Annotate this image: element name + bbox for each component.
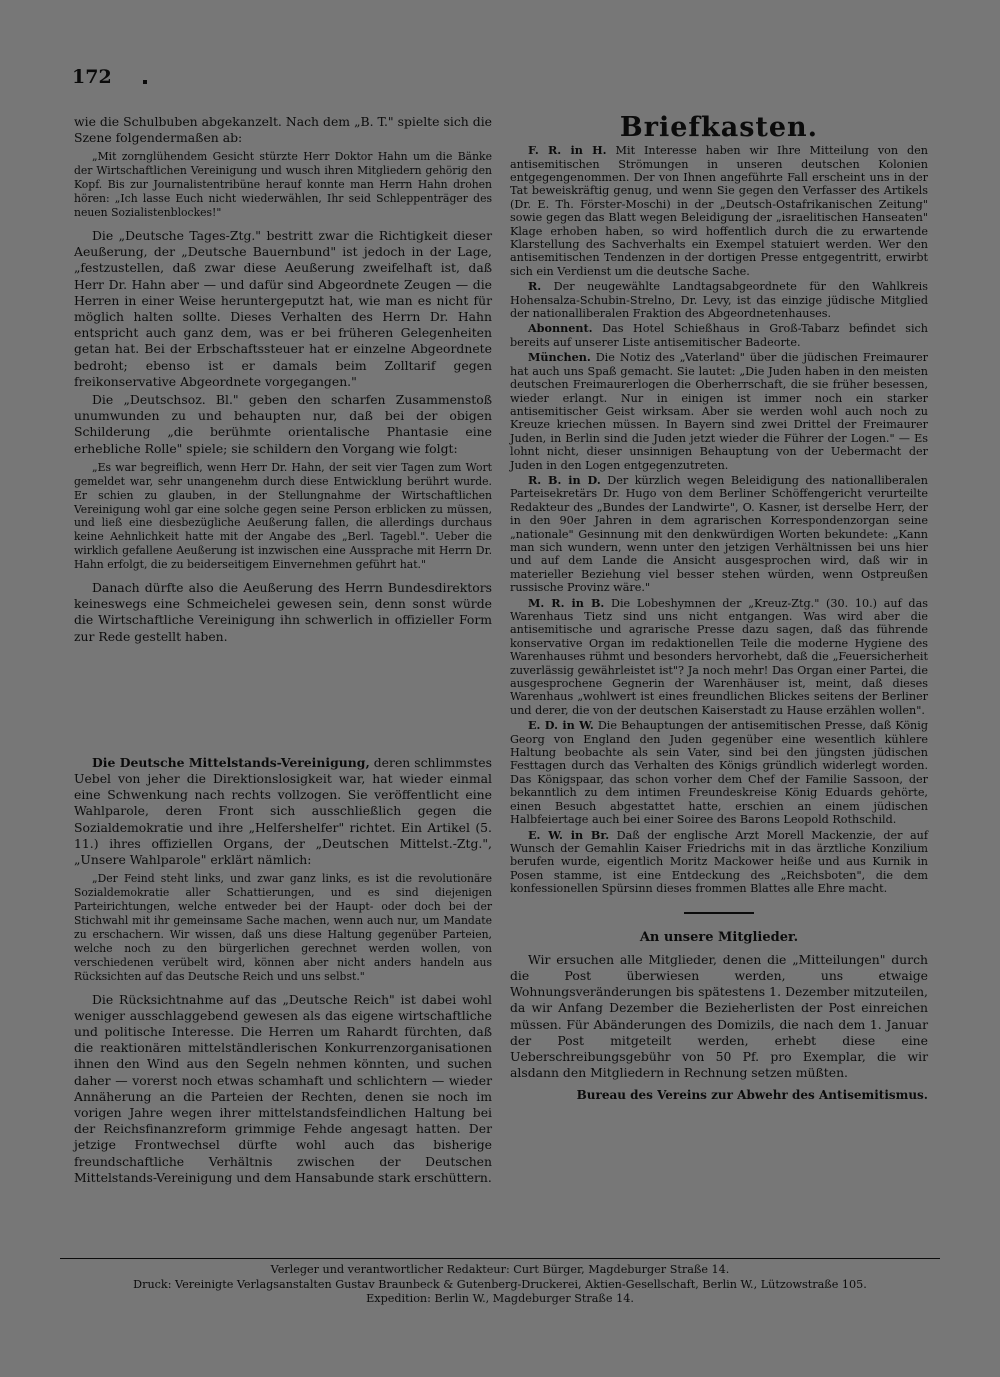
- letter-addressee: R. B. in D.: [528, 472, 601, 487]
- imprint-line-2: Druck: Vereinigte Verlagsanstalten Gustav Braunbeck & Gutenberg-Druckerei, Aktien-Gesellschaft, Berlin W., Lützowstraße 105.: [133, 1277, 867, 1291]
- print-dot: [143, 80, 147, 84]
- letter-addressee: M. R. in B.: [528, 595, 605, 610]
- members-notice: Wir ersuchen alle Mitglieder, denen die „Mitteilungen" durch die Post überwiesen werden, uns etwaige Wohnungsveränderungen bis spätestens 1. Dezember mitzuteilen, da wir Anfang Dezember die Bezieherlisten der Post einreichen müssen. Für Abänderungen des Domizils, die nach dem 1. Januar der Post mitgeteilt werden, erhebt diese eine Ueberschreibungsgebühr von 50 Pf. pro Exemplar, die wir alsdann den Mitgliedern in Rechnung setzen müßten.: [510, 951, 928, 1081]
- left-paragraph-5: [74, 755, 492, 868]
- letter-text: Die Behauptungen der antisemitischen Presse, daß König Georg von England den Juden gegenüber eine wesentlich kühlere Haltung beobachte als sein Vater, sind bei den jüngsten jüdischen Festtagen durch das Verhalten des Königs gründlich widerlegt worden. Das Königspaar, das schon vorher dem Chef der Familie Sassoon, der bekanntlich zu dem intimen Freundeskreise König Eduards gehörte, einen Besuch abgestattet hatte, erschien an einem jüdischen Halbfeiertage auch bei einer Soiree des Barons Leopold Rothschild.: [510, 719, 928, 827]
- section-divider: [684, 912, 754, 914]
- letter-item: [510, 322, 928, 349]
- imprint-footer: [60, 1258, 940, 1307]
- signature: Bureau des Vereins zur Abwehr des Antisemitismus.: [576, 1088, 928, 1103]
- letter-item: [510, 280, 928, 320]
- article-heading: Die Deutsche Mittelstands-Vereinigung,: [92, 754, 370, 770]
- left-quote-1: „Mit zornglühendem Gesicht stürzte Herr Doktor Hahn um die Bänke der Wirtschaftlichen Vereinigung und wusch ihren Mitgliedern gehörig den Kopf. Bis zur Journalistentribüne herauf konnte man Herrn Hahn drohen hören: „Ich lasse Euch nicht wiederwählen, Ihr seid Schleppenträger des neuen Sozialistenblockes!": [74, 150, 492, 220]
- letter-item: [510, 597, 928, 718]
- left-quote-3: „Der Feind steht links, und zwar ganz links, es ist die revolutionäre Sozialdemokratie aller Schattierungen, und es sind diejenigen Parteirichtungen, welche entweder bei der Haupt- oder doch bei der Stichwahl mit ihr gemeinsame Sache machen, wenn auch nur, um Mandate zu erschachern. Wir wissen, daß uns diese Haltung gegenüber Parteien, welche noch zu den bürgerlichen gerechnet werden wollen, von verschiedenen verübelt wird, können aber nicht anders handeln aus Rücksichten auf das Deutsche Reich und uns selbst.": [74, 872, 492, 983]
- page-number: 172: [72, 66, 112, 88]
- left-paragraph-6: Die Rücksichtnahme auf das „Deutsche Reich" ist dabei wohl weniger ausschlaggebend gewesen als das eigene wirtschaftliche und politische Interesse. Die Herren um Rahardt fürchten, daß die reaktionären mittelständlerischen Konkurrenzorganisationen ihnen den Wind aus den Segeln nehmen könnten, und suchen daher — vorerst noch etwas schamhaft und schlichtern — wieder Annäherung an die Parteien der Rechten, denen sie noch im vorigen Jahre wegen ihrer mittelstandsfeindlichen Haltung bei der Reichsfinanzreform grimmige Fehde angesagt hatten. Der jetzige Frontwechsel dürfte wohl auch das bisherige freundschaftliche Verhältnis zwischen der Deutschen Mittelstands-Vereinigung und dem Hansabunde stark erschüttern.: [74, 991, 492, 1185]
- left-paragraph-4: Danach dürfte also die Aeußerung des Herrn Bundesdirektors keineswegs eine Schmeichelei gewesen sein, denn sonst würde die Wirtschaftliche Vereinigung ihn schwerlich in offizieller Form zur Rede gestellt haben.: [74, 580, 492, 644]
- letter-text: Der neugewählte Landtagsabgeordnete für den Wahlkreis Hohensalza-Schubin-Strelno, Dr. Levy, ist das einzige jüdische Mitglied der nationalliberalen Fraktion des Abgeordnetenhauses.: [510, 280, 928, 321]
- letter-item: [510, 719, 928, 826]
- imprint-line-3: Expedition: Berlin W., Magdeburger Straße 14.: [366, 1292, 634, 1305]
- left-paragraph-3: Die „Deutschsoz. Bl." geben den scharfen Zusammenstoß unumwunden zu und behaupten nur, daß bei der obigen Schilderung „die berühmte orientalische Phantasie eine erhebliche Rolle" spiele; sie schildern den Vorgang wie folgt:: [74, 391, 492, 456]
- column-spacer: [74, 647, 492, 755]
- letter-addressee: R.: [528, 279, 542, 294]
- imprint-line-1: Verleger und verantwortlicher Redakteur: Curt Bürger, Magdeburger Straße 14.: [270, 1263, 730, 1276]
- members-heading: An unsere Mitglieder.: [639, 929, 799, 945]
- letter-text: Daß der englische Arzt Morell Mackenzie, der auf Wunsch der Gemahlin Kaiser Friedrichs mit in das ärztliche Konzilium berufen wurde, eigentlich Moritz Mackower heiße und aus Kurnik in Posen stamme, ist eine Entdeckung des „Reichsboten", die dem konfessionellen Spürsinn dieses frommen Blattes alle Ehre macht.: [510, 828, 929, 896]
- left-column: [74, 114, 492, 1188]
- letter-addressee: E. D. in W.: [528, 718, 594, 733]
- letter-addressee: Abonnent.: [528, 321, 593, 336]
- letter-text: Die Notiz des „Vaterland" über die jüdischen Freimaurer hat auch uns Spaß gemacht. Sie lautet: „Die Juden haben in den meisten deutschen Freimaurerlogen die Oberherrschaft, die sie früher besessen, wieder erlangt. Nur in einigen ist immer noch ein starker antisemitischer Geist wirksam. Aber sie werden wohl auch noch zu Kreuze kriechen müssen. In Bayern sind zwei Drittel der Freimaurer Juden, in Berlin sind die Juden jetzt wieder die Führer der Logen." — Es lohnt nicht, dieser unsinnigen Behauptung von der Uebermacht der Juden in den Logen entgegenzutreten.: [510, 351, 928, 472]
- letter-text: Der kürzlich wegen Beleidigung des nationalliberalen Parteisekretärs Dr. Hugo von dem Berliner Schöffengericht verurteilte Redakteur des „Bundes der Landwirte", O. Kasner, ist derselbe Herr, der in den 90er Jahren in dem agrarischen Korrespondenzorgan seine „nationale" Gesinnung mit den denkwürdigen Worten bekundete: „Kann man sich wundern, wenn unter den jetzigen Verhältnissen bei uns hier und auf dem Lande die Ansicht ausgesprochen wird, daß wir in materieller Beziehung viel besser stehen würden, wenn Ostpreußen russische Provinz wäre.": [510, 473, 928, 595]
- right-column: [510, 114, 928, 1104]
- letter-addressee: E. W. in Br.: [528, 827, 610, 842]
- briefkasten-masthead: Briefkasten.: [619, 112, 819, 143]
- letters-list: [510, 144, 928, 895]
- left-quote-2: „Es war begreiflich, wenn Herr Dr. Hahn, der seit vier Tagen zum Wort gemeldet war, sehr unangenehm durch diese Entwicklung berührt wurde. Er schien zu glauben, in der Stellungnahme der Wirtschaftlichen Vereinigung wohl gar eine solche gegen seine Person erblicken zu müssen, und ließ eine diesbezügliche Aeußerung fallen, die allerdings durchaus keine Aehnlichkeit hatte mit der Angabe des „Berl. Tagebl.". Ueber die wirklich gefallene Aeußerung ist inzwischen eine Aussprache mit Herrn Dr. Hahn erfolgt, die zu beiderseitigem Einvernehmen geführt hat.": [74, 460, 492, 572]
- letter-item: [510, 351, 928, 472]
- left-paragraph-1: wie die Schulbuben abgekanzelt. Nach dem „B. T." spielte sich die Szene folgendermaßen ab:: [74, 114, 492, 146]
- letter-text: Mit Interesse haben wir Ihre Mitteilung von den antisemitischen Strömungen in unseren deutschen Kolonien entgegengenommen. Der von Ihnen angeführte Fall erscheint uns in der Tat beweiskräftig genug, und wenn Sie gegen den Verfasser des Artikels (Dr. E. Th. Förster-Moschi) in der „Deutsch-Ostafrikanischen Zeitung" sowie gegen das Blatt wegen Beleidigung der „israelitischen Hanseaten" Klage erhoben haben, so wird hoffentlich durch die zu erwartende Klarstellung des Sachverhalts ein Exempel statuiert werden. Wer den antisemitischen Tendenzen in der dortigen Presse entgegentritt, erwirbt sich ein Verdienst um die deutsche Sache.: [510, 144, 929, 278]
- letter-addressee: München.: [528, 350, 591, 365]
- left-paragraph-2: Die „Deutsche Tages-Ztg." bestritt zwar die Richtigkeit dieser Aeußerung, der „Deutsche Bauernbund" ist jedoch in der Lage, „festzustellen, daß zwar diese Aeußerung zweifelhaft ist, daß Herr Dr. Hahn aber — und dafür sind Abgeordnete Zeugen — die Herren in einer Weise heruntergeputzt hat, wie man es nicht für möglich halten sollte. Dieses Verhalten des Herrn Dr. Hahn entspricht auch ganz dem, was er bei früheren Gelegenheiten getan hat. Bei der Erbschaftssteuer hat er einzelne Abgeordnete bedroht; ebenso ist er damals beim Zolltarif gegen freikonservative Abgeordnete vorgegangen.": [74, 227, 492, 389]
- letter-item: [510, 144, 928, 278]
- letter-addressee: F. R. in H.: [528, 143, 607, 158]
- letter-item: [510, 474, 928, 595]
- letter-text: Das Hotel Schießhaus in Groß-Tabarz befindet sich bereits auf unserer Liste antisemitischer Badeorte.: [510, 322, 928, 349]
- letter-item: [510, 829, 928, 896]
- letter-text: Die Lobeshymnen der „Kreuz-Ztg." (30. 10.) auf das Warenhaus Tietz sind uns nicht entgangen. Was wird aber die antisemitische und agrarische Presse dazu sagen, daß das führende konservative Organ im redaktionellen Teile die moderne Hygiene des Warenhauses rühmt und besonders hervorhebt, daß die „Feuersicherheit zuverlässig gewährleistet ist"? Ja noch mehr! Das Organ einer Partei, die ausgesprochene Gegnerin der Warenhäuser ist, meint, daß dieses Warenhaus „wohlwert ist eines freundlichen Blickes seitens der Berliner und derer, die von der deutschen Kaiserstadt zu Hause erzählen wollen".: [510, 596, 929, 717]
- article-text: deren schlimmstes Uebel von jeher die Direktionslosigkeit war, hat wieder einmal eine Schwenkung nach rechts vollzogen. Sie veröffentlicht eine Wahlparole, deren Front sich ausschließlich gegen die Sozialdemokratie und ihre „Helfershelfer" richtet. Ein Artikel (5. 11.) ihres offiziellen Organs, der „Deutschen Mittelst.-Ztg.", „Unsere Wahlparole" erklärt nämlich:: [74, 754, 492, 868]
